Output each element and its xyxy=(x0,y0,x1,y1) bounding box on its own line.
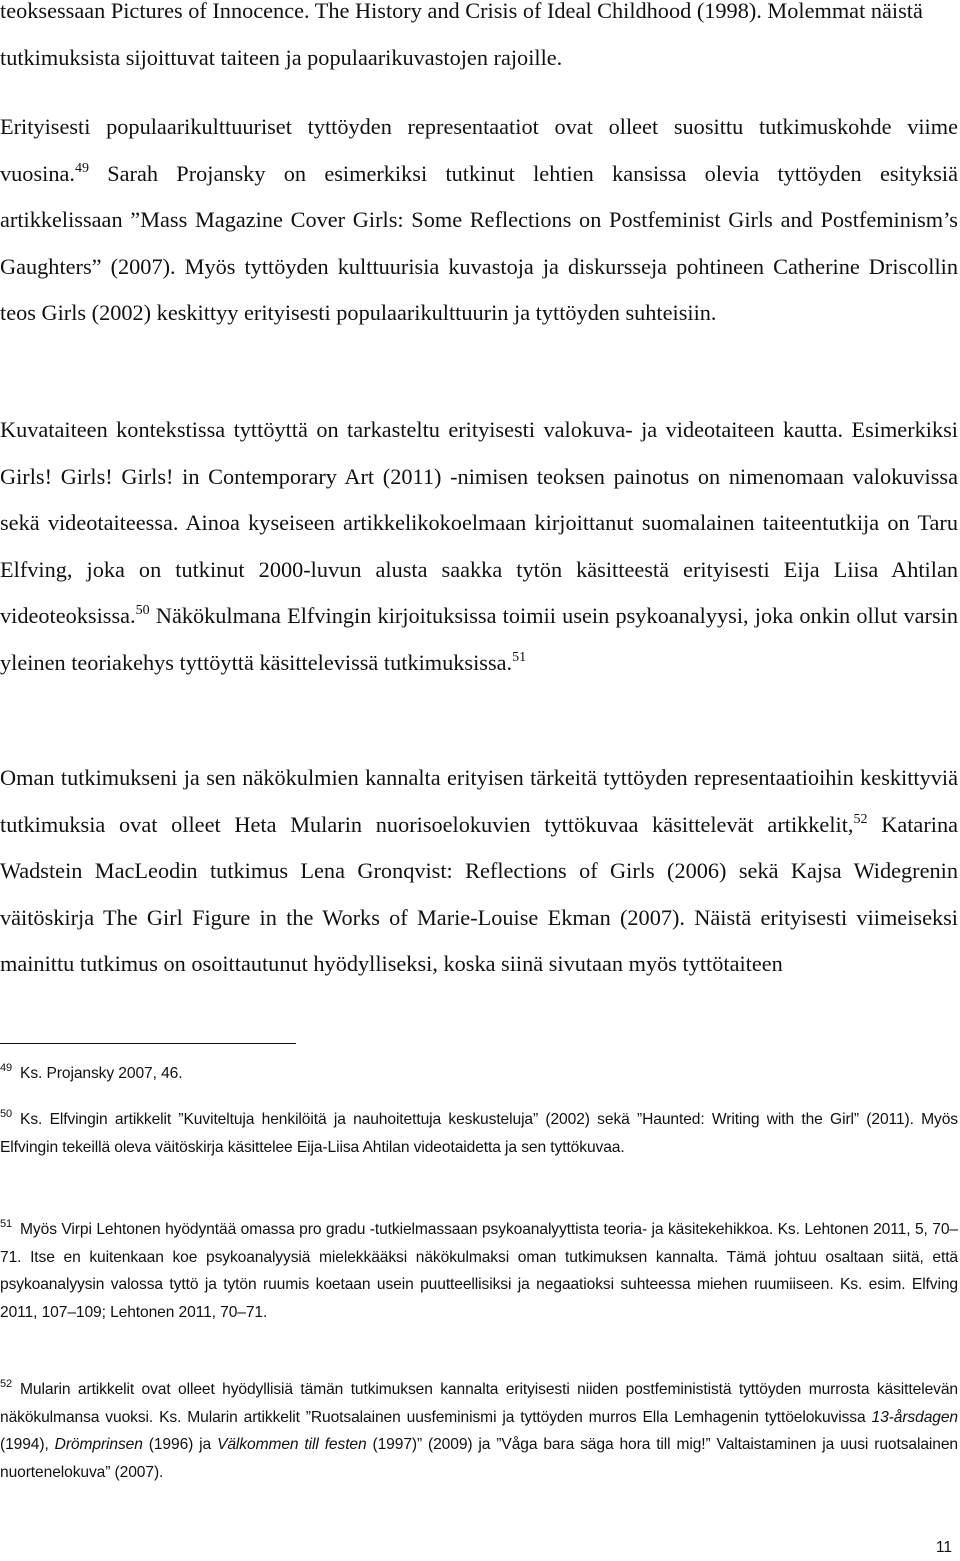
paragraph-1-text: teoksessaan Pictures of Innocence. The History and Crisis of Ideal Childhood (1998). Molemmat näistä tutkimuksista sijoittuvat taiteen ja populaarikuvastojen rajoille. xyxy=(0,0,923,70)
page-number: 11 xyxy=(935,1539,952,1556)
footnote-52 xyxy=(0,1376,958,1486)
footnote-50-number: 50 xyxy=(0,1108,13,1120)
paragraph-4-text-b: Katarina Wadstein MacLeodin tutkimus Lena Gronqvist: Reflections of Girls (2006) sekä Kajsa Widegrenin väitöskirja The Girl Figure in the Works of Marie-Louise Ekman (2007). Näistä erityisesti viimeiseksi mainittu tutkimus on osoittautunut hyödylliseksi, koska siinä sivutaan myös tyttötaiteen xyxy=(0,811,958,977)
film-title-dromprinsen: Drömprinsen xyxy=(54,1436,143,1454)
footnote-52-text-b: (1994), xyxy=(0,1436,55,1454)
footnote-51-text: Myös Virpi Lehtonen hyödyntää omassa pro gradu -tutkielmassaan psykoanalyyttista teoria- ja käsitekehikkoa. Ks. Lehtonen 2011, 5, 70–71. Itse en kuitenkaan koe psykoanalyysiä mielekkääksi näkökulmaksi oman tutkimuksen kannalta. Tämä johtuu osaltaan siitä, että psykoanalyysin valossa tyttö ja tytön ruumis koetaan usein puutteellisiksi ja negaatioksi suhteessa miehen ruumiiseen. Ks. esim. Elfving 2011, 107–109; Lehtonen 2011, 70–71. xyxy=(0,1221,958,1321)
footnote-49 xyxy=(0,1060,958,1088)
footnote-51-number: 51 xyxy=(0,1218,13,1230)
footnote-separator xyxy=(0,1043,296,1044)
film-title-valkommen-till-festen: Välkommen till festen xyxy=(217,1436,367,1454)
footnote-ref-52[interactable]: 52 xyxy=(853,811,868,827)
paragraph-4 xyxy=(0,755,958,988)
footnote-52-text-c: (1996) ja xyxy=(142,1436,218,1454)
paragraph-2-text-b: Sarah Projansky on esimerkiksi tutkinut lehtien kansissa olevia tyttöyden esityksiä artikkelissaan ”Mass Magazine Cover Girls: Some Reflections on Postfeminist Girls and Postfeminism’s Gaughters” (2007). Myös tyttöyden kulttuurisia kuvastoja ja diskursseja pohtineen Catherine Driscollin teos Girls (2002) keskittyy erityisesti populaarikulttuurin ja tyttöyden suhteisiin. xyxy=(0,160,958,326)
paragraph-3 xyxy=(0,407,958,687)
paragraph-3-text-a: Kuvataiteen kontekstissa tyttöyttä on tarkasteltu erityisesti valokuva- ja videotaiteen kautta. Esimerkiksi Girls! Girls! Girls! in Contemporary Art (2011) -nimisen teoksen painotus on nimenomaan valokuvissa sekä videotaiteessa. Ainoa kyseiseen artikkelikokoelmaan kirjoittanut suomalainen taiteentutkija on Taru Elfving, joka on tutkinut 2000-luvun alusta saakka tytön käsitteestä erityisesti Eija Liisa Ahtilan videoteoksissa. xyxy=(0,417,958,629)
footnote-50 xyxy=(0,1106,958,1161)
film-title-13-arsdagen: 13-årsdagen xyxy=(871,1408,958,1426)
footnote-ref-50[interactable]: 50 xyxy=(135,603,150,619)
paragraph-3-text-b: Näkökulmana Elfvingin kirjoituksissa toimii usein psykoanalyysi, joka onkin ollut varsin yleinen teoriakehys tyttöyttä käsittelevissä tutkimuksissa. xyxy=(0,603,958,675)
footnote-49-number: 49 xyxy=(0,1062,13,1074)
paragraph-1 xyxy=(0,0,958,81)
footnote-51 xyxy=(0,1216,958,1326)
footnote-50-text: Ks. Elfvingin artikkelit ”Kuviteltuja henkilöitä ja nauhoitettuja keskusteluja” (2002) sekä ”Haunted: Writing with the Girl” (2011). Myös Elfvingin tekeillä oleva väitöskirja käsittelee Eija-Liisa Ahtilan videotaidetta ja sen tyttökuvaa. xyxy=(0,1111,958,1156)
footnote-ref-49[interactable]: 49 xyxy=(74,160,89,176)
footnote-49-text: Ks. Projansky 2007, 46. xyxy=(20,1065,183,1082)
footnote-ref-51[interactable]: 51 xyxy=(512,649,527,665)
paragraph-2 xyxy=(0,104,958,337)
footnote-52-text-d: (1997)” (2009) ja ”Våga bara säga hora till mig!” Valtaistaminen ja uusi ruotsalainen nuortenelokuva” (2007). xyxy=(0,1436,958,1481)
paragraph-4-text-a: Oman tutkimukseni ja sen näkökulmien kannalta erityisen tärkeitä tyttöyden representaatioihin keskittyviä tutkimuksia ovat olleet Heta Mularin nuorisoelokuvien tyttökuvaa käsittelevät artikkelit, xyxy=(0,765,958,837)
paragraph-2-text-a: Erityisesti populaarikulttuuriset tyttöyden representaatiot ovat olleet suosittu tutkimuskohde viime vuosina. xyxy=(0,114,958,186)
footnote-52-text-a: Mularin artikkelit ovat olleet hyödyllisiä tämän tutkimuksen kannalta erityisesti niiden postfeminististä tyttöyden murrosta käsittelevän näkökulmansa vuoksi. Ks. Mularin artikkelit ”Ruotsalainen uusfeminismi ja tyttöyden murros Ella Lemhagenin tyttöelokuvissa xyxy=(0,1381,958,1426)
footnote-52-number: 52 xyxy=(0,1378,13,1390)
